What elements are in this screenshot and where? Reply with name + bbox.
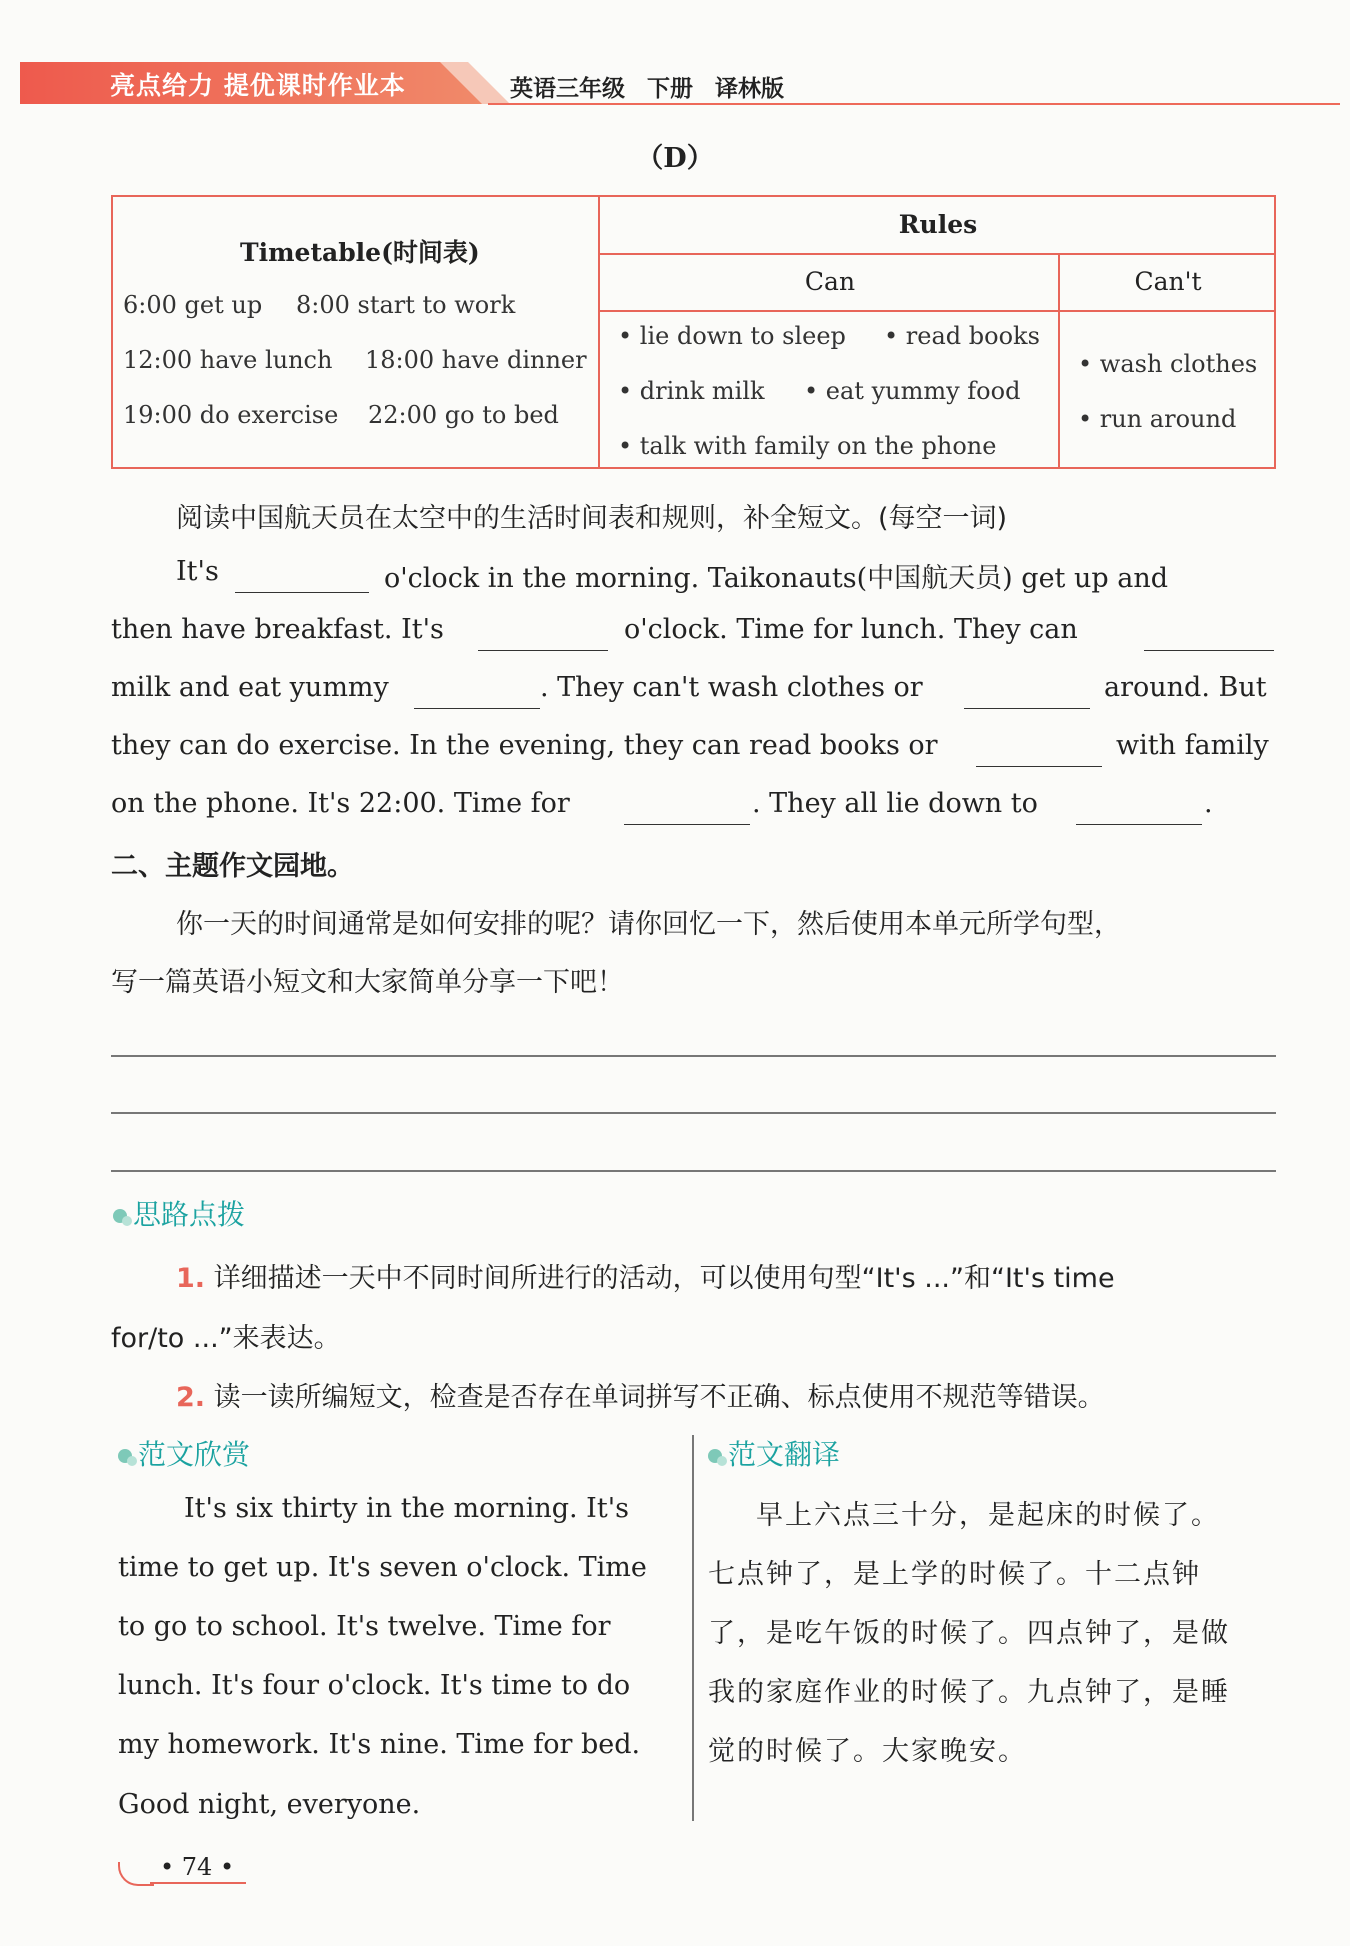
translation-line: 觉的时候了。大家晚安。 — [708, 1736, 1027, 1767]
passage-text: on the phone. It's 22:00. Time for — [111, 788, 570, 819]
translation-line: 早上六点三十分，是起床的时候了。 — [756, 1500, 1220, 1531]
can-item: • read books — [884, 322, 1040, 350]
column-divider — [692, 1435, 694, 1821]
answer-blank[interactable] — [414, 682, 540, 709]
reading-instruction: 阅读中国航天员在太空中的生活时间表和规则，补全短文。(每空一词) — [176, 503, 1008, 534]
passage-text: then have breakfast. It's — [111, 614, 444, 645]
sample-line: lunch. It's four o'clock. It's time to do — [118, 1670, 631, 1701]
timetable-entry: 8:00 start to work — [296, 291, 516, 319]
page-number-ornament — [118, 1862, 154, 1886]
passage-text: . — [1204, 788, 1213, 819]
rules-header: Rules — [898, 210, 978, 239]
translation-line: 了，是吃午饭的时候了。四点钟了，是做 — [708, 1618, 1230, 1649]
can-item: • lie down to sleep — [618, 322, 846, 350]
writing-line[interactable] — [111, 1112, 1276, 1114]
tip-number: 2. — [176, 1382, 206, 1413]
timetable-entry: 6:00 get up — [123, 291, 263, 319]
tip-text: 读一读所编短文，检查是否存在单词拼写不正确、标点使用不规范等错误。 — [213, 1382, 1105, 1413]
tip-item — [176, 1256, 1115, 1295]
sample-line: my homework. It's nine. Time for bed. — [118, 1729, 641, 1760]
page-number-underline — [150, 1882, 246, 1884]
section-label-d: （D） — [636, 143, 714, 174]
table-divider — [598, 253, 1276, 255]
sample-line: to go to school. It's twelve. Time for — [118, 1611, 611, 1642]
cant-header: Can't — [1134, 267, 1202, 296]
bullet-dot-icon — [118, 1449, 132, 1463]
can-header: Can — [804, 267, 856, 296]
translation-line: 我的家庭作业的时候了。九点钟了，是睡 — [708, 1677, 1230, 1708]
answer-blank[interactable] — [624, 798, 750, 825]
passage-text: o'clock. Time for lunch. They can — [624, 614, 1078, 645]
tip-item — [176, 1375, 1105, 1414]
can-item: • eat yummy food — [804, 377, 1021, 405]
answer-blank[interactable] — [1144, 624, 1274, 651]
translation-heading-text: 范文翻译 — [728, 1438, 841, 1471]
can-item: • talk with family on the phone — [618, 432, 997, 460]
passage-text: . They all lie down to — [752, 788, 1038, 819]
timetable-entry: 22:00 go to bed — [368, 401, 559, 429]
can-item: • drink milk — [618, 377, 765, 405]
table-divider — [598, 310, 1276, 312]
answer-blank[interactable] — [235, 566, 369, 593]
timetable-entry: 18:00 have dinner — [365, 346, 587, 374]
passage-text: milk and eat yummy — [111, 672, 389, 703]
passage-text: It's — [176, 556, 219, 587]
timetable-title: Timetable(时间表) — [240, 238, 480, 267]
answer-blank[interactable] — [976, 740, 1102, 767]
section-heading-writing: 二、主题作文园地。 — [111, 851, 354, 882]
cant-item: • run around — [1078, 405, 1237, 433]
translation-line: 七点钟了，是上学的时候了。十二点钟 — [708, 1559, 1201, 1590]
passage-text: . They can't wash clothes or — [540, 672, 923, 703]
translation-heading — [708, 1433, 840, 1473]
timetable-entry: 19:00 do exercise — [123, 401, 339, 429]
writing-line[interactable] — [111, 1170, 1276, 1172]
answer-blank[interactable] — [1076, 798, 1202, 825]
sample-heading-text: 范文欣赏 — [138, 1438, 251, 1471]
sample-heading — [118, 1433, 250, 1473]
writing-line[interactable] — [111, 1055, 1276, 1057]
bullet-dot-icon — [113, 1209, 127, 1223]
sample-line: time to get up. It's seven o'clock. Time — [118, 1552, 647, 1583]
answer-blank[interactable] — [478, 624, 608, 651]
passage-text: around. But — [1104, 672, 1267, 703]
bullet-dot-icon — [708, 1449, 722, 1463]
writing-prompt: 你一天的时间通常是如何安排的呢？请你回忆一下，然后使用本单元所学句型， — [176, 909, 1121, 940]
tip-text: for/to ...”来表达。 — [111, 1323, 341, 1354]
tip-text: 详细描述一天中不同时间所进行的活动，可以使用句型“It's ...”和“It's time — [213, 1263, 1115, 1294]
writing-prompt: 写一篇英语小短文和大家简单分享一下吧！ — [111, 967, 624, 998]
cant-item: • wash clothes — [1078, 350, 1258, 378]
timetable-entry: 12:00 have lunch — [123, 346, 333, 374]
sample-line: It's six thirty in the morning. It's — [184, 1493, 629, 1524]
book-title: 亮点给力 提优课时作业本 — [110, 71, 406, 100]
tips-heading — [113, 1193, 245, 1233]
tip-number: 1. — [176, 1263, 206, 1294]
header-rule — [488, 103, 1340, 105]
answer-blank[interactable] — [964, 682, 1090, 709]
page-number: • 74 • — [160, 1853, 235, 1881]
passage-text: o'clock in the morning. Taikonauts(中国航天员) get up and — [384, 563, 1169, 594]
book-subtitle: 英语三年级 下册 译林版 — [510, 76, 785, 102]
passage-text: they can do exercise. In the evening, they can read books or — [111, 730, 938, 761]
passage-text: with family — [1116, 730, 1269, 761]
tips-heading-text: 思路点拨 — [133, 1198, 246, 1231]
sample-line: Good night, everyone. — [118, 1789, 421, 1820]
